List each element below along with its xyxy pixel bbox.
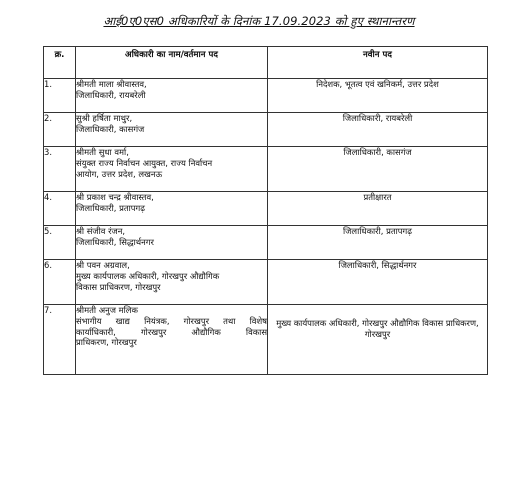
officer-line: श्री प्रकाश चन्द्र श्रीवास्तव, — [76, 192, 154, 202]
serial-cell: 7. — [44, 305, 76, 375]
new-post-cell: जिलाधिकारी, कासगंज — [268, 147, 488, 192]
document-title: आई0ए0एस0 अधिकारियों के दिनांक 17.09.2023 को हुए स्थानान्तरण — [103, 14, 415, 28]
officer-cell — [76, 226, 268, 260]
header-serial: क्र. — [44, 47, 76, 79]
officer-line: सुश्री हर्षिता माथुर, — [76, 113, 133, 123]
officer-line: प्राधिकरण, गोरखपुर — [76, 337, 137, 348]
table-row — [44, 147, 488, 192]
table-row — [44, 305, 488, 375]
officer-line: श्री पवन अग्रवाल, — [76, 260, 130, 270]
officer-line: श्री संजीव रंजन, — [76, 226, 126, 236]
table-row — [44, 226, 488, 260]
transfer-table — [43, 46, 488, 375]
officer-line: जिलाधिकारी, प्रतापगढ़ — [76, 202, 145, 213]
officer-cell — [76, 147, 268, 192]
officer-cell — [76, 192, 268, 226]
new-post-cell: प्रतीक्षारत — [268, 192, 488, 226]
header-officer: अधिकारी का नाम/वर्तमान पद — [76, 47, 268, 79]
new-post-cell: जिलाधिकारी, रायबरेली — [268, 113, 488, 147]
serial-cell: 3. — [44, 147, 76, 192]
table-row — [44, 260, 488, 305]
officer-cell — [76, 305, 268, 375]
table-header-row — [44, 47, 488, 79]
officer-line: संभागीय खाद्य नियंत्रक, गोरखपुर तथा विशेष — [76, 315, 267, 326]
header-new-post: नवीन पद — [268, 47, 488, 79]
officer-line: संयुक्त राज्य निर्वाचन आयुक्त, राज्य निर्वाचन — [76, 157, 213, 168]
officer-line: श्रीमती सुधा वर्मा, — [76, 147, 129, 157]
officer-line: विकास प्राधिकरण, गोरखपुर — [76, 281, 161, 292]
officer-cell — [76, 260, 268, 305]
new-post-cell: जिलाधिकारी, सिद्धार्थनगर — [268, 260, 488, 305]
new-post-cell: जिलाधिकारी, प्रतापगढ़ — [268, 226, 488, 260]
officer-line: जिलाधिकारी, कासगंज — [76, 123, 145, 134]
officer-line: श्रीमती माला श्रीवास्तव, — [76, 79, 147, 89]
new-post-cell: मुख्य कार्यपालक अधिकारी, गोरखपुर औद्यौगिक विकास प्राधिकरण, गोरखपुर — [268, 305, 488, 375]
officer-cell — [76, 79, 268, 113]
table-row — [44, 79, 488, 113]
officer-cell — [76, 113, 268, 147]
officer-line: जिलाधिकारी, सिद्धार्थनगर — [76, 236, 154, 247]
table-row — [44, 192, 488, 226]
serial-cell: 2. — [44, 113, 76, 147]
officer-line: मुख्य कार्यपालक अधिकारी, गोरखपुर औद्यौगिक — [76, 270, 220, 281]
serial-cell: 1. — [44, 79, 76, 113]
new-post-cell: निदेशक, भूतत्व एवं खनिकर्म, उत्तर प्रदेश — [268, 79, 488, 113]
officer-line: आयोग, उत्तर प्रदेश, लखनऊ — [76, 168, 163, 179]
officer-line: कार्याधिकारी, गोरखपुर औद्यौगिक विकास — [76, 326, 267, 337]
serial-cell: 4. — [44, 192, 76, 226]
officer-line: जिलाधिकारी, रायबरेली — [76, 89, 146, 100]
serial-cell: 6. — [44, 260, 76, 305]
serial-cell: 5. — [44, 226, 76, 260]
table-row — [44, 113, 488, 147]
officer-line: श्रीमती अनुज मलिक — [76, 305, 138, 315]
